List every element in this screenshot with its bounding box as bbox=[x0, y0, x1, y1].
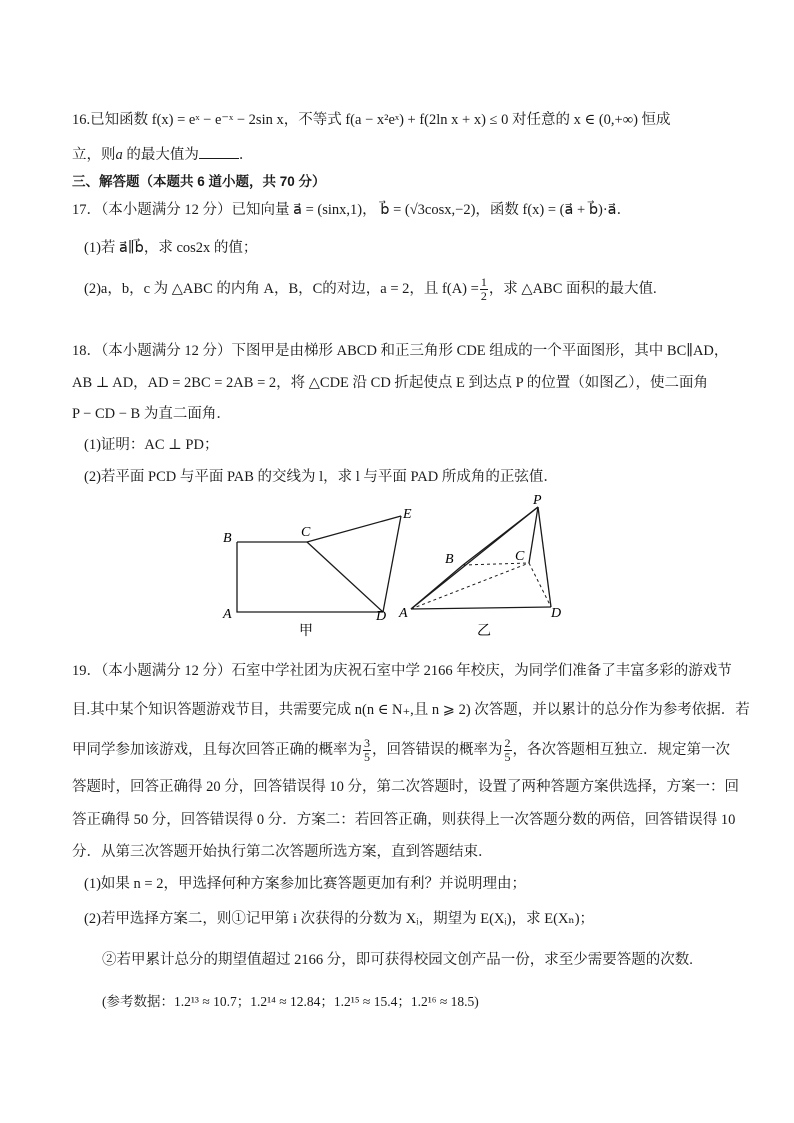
fig2-edge-ad bbox=[411, 607, 551, 609]
q18-part2: (2)若平面 PCD 与平面 PAB 的交线为 l，求 l 与平面 PAD 所成角的正弦值． bbox=[84, 469, 558, 485]
q19-frac1-den: 5 bbox=[364, 750, 370, 764]
q19-fraction-wrong bbox=[504, 737, 512, 764]
fig1-caption: 甲 bbox=[299, 624, 313, 639]
q19-line3b: ，回答错误的概率为 bbox=[372, 741, 503, 758]
fig1-label-d: D bbox=[376, 609, 387, 624]
fig1-edge-bad bbox=[237, 542, 383, 612]
section-3-heading: 三、解答题（本题共 6 道小题，共 70 分） bbox=[72, 174, 326, 189]
q19-line3a: 甲同学参加该游戏，且每次回答正确的概率为 bbox=[72, 741, 362, 758]
q16-line2 bbox=[72, 145, 253, 165]
q19-part1: (1)如果 n = 2，甲选择何种方案参加比赛答题更加有利？并说明理由； bbox=[84, 876, 526, 892]
q19-fraction-correct bbox=[363, 737, 371, 764]
q19-line4: 答题时，回答正确得 20 分，回答错误得 10 分，第二次答题时，设置了两种答题方案供选择，方案一：回 bbox=[72, 779, 739, 795]
fig1-label-c: C bbox=[301, 525, 311, 540]
q19-reference-data: (参考数据：1.2¹³ ≈ 10.7；1.2¹⁴ ≈ 12.84；1.2¹⁵ ≈ 15.4；1.2¹⁶ ≈ 18.5) bbox=[102, 994, 479, 1009]
q19-line1: 19．（本小题满分 12 分）石室中学社团为庆祝石室中学 2166 年校庆，为同学们准备了丰富多彩的游戏节 bbox=[72, 663, 732, 679]
fig2-label-a: A bbox=[399, 606, 408, 621]
q18-line3: P − CD − B 为直二面角． bbox=[72, 406, 231, 422]
q16-var-a: a bbox=[115, 147, 123, 163]
q17-part1: (1)若 a⃗∥b⃗，求 cos2x 的值； bbox=[84, 240, 258, 256]
q17-frac-num: 1 bbox=[480, 275, 487, 289]
fig2-label-p: P bbox=[533, 493, 542, 508]
q19-frac1-num: 3 bbox=[364, 736, 370, 750]
fig1-label-b: B bbox=[223, 531, 232, 546]
q19-line5: 答正确得 50 分，回答错误得 0 分．方案二：若回答正确，则获得上一次答题分数的两倍，回答错误得 10 bbox=[72, 812, 736, 828]
fig2-label-b: B bbox=[445, 552, 454, 567]
q16-answer-blank[interactable] bbox=[199, 146, 239, 159]
q17-part2 bbox=[84, 276, 657, 303]
q16-line2b: 的最大值为 bbox=[122, 147, 199, 163]
fig1-edge-ce bbox=[307, 516, 401, 542]
q19-line3c: ，各次答题相互独立．规定第一次 bbox=[512, 741, 730, 758]
q19-line2: 目.其中某个知识答题游戏节目，共需要完成 n(n ∈ N₊,且 n ⩾ 2) 次答题，并以累计的总分作为参考依据．若 bbox=[72, 702, 750, 718]
q19-part2: (2)若甲选择方案二，则①记甲第 i 次获得的分数为 Xᵢ，期望为 E(Xᵢ)，求 E(Xₙ)； bbox=[84, 911, 595, 927]
q18-line2: AB ⊥ AD，AD = 2BC = 2AB = 2，将 △CDE 沿 CD 折起使点 E 到达点 P 的位置（如图乙），使二面角 bbox=[72, 375, 709, 391]
fig2-edge-pd bbox=[538, 507, 551, 607]
figure-yi bbox=[395, 485, 575, 645]
fig2-edge-bp bbox=[463, 507, 538, 565]
q17-part2a: (2)a，b，c 为 △ABC 的内角 A，B，C的对边，a = 2，且 f(A) = bbox=[84, 280, 479, 297]
q19-line6: 分．从第三次答题开始执行第二次答题所选方案，直到答题结束． bbox=[72, 844, 493, 860]
q18-part1: (1)证明：AC ⊥ PD； bbox=[84, 437, 219, 453]
fig2-caption: 乙 bbox=[477, 624, 491, 639]
fig1-edge-cd bbox=[307, 542, 383, 612]
q16-line2a: 立，则 bbox=[72, 147, 116, 163]
q16-line1: 16.已知函数 f(x) = eˣ − e⁻ˣ − 2sin x，不等式 f(a − x²eˣ) + f(2ln x + x) ≤ 0 对任意的 x ∈ (0,+∞) 恒成 bbox=[72, 112, 671, 128]
fig2-label-d: D bbox=[551, 606, 562, 621]
figure-jia bbox=[215, 498, 425, 648]
fig2-edge-ac bbox=[411, 563, 529, 609]
q17-stem: 17．（本小题满分 12 分）已知向量 a⃗ = (sinx,1)， b⃗ = (√3cosx,−2)，函数 f(x) = (a⃗ + b⃗)·a⃗． bbox=[72, 202, 632, 218]
q19-line3 bbox=[72, 737, 730, 764]
q19-frac2-den: 5 bbox=[504, 750, 511, 764]
fig1-label-e: E bbox=[403, 507, 412, 522]
fig2-edge-cp bbox=[529, 507, 538, 563]
q19-frac2-num: 2 bbox=[504, 736, 511, 750]
q16-line2c: ． bbox=[238, 147, 254, 163]
q19-part3: ②若甲累计总分的期望值超过 2166 分，即可获得校园文创产品一份，求至少需要答题的次数. bbox=[102, 952, 693, 968]
q17-frac-den: 2 bbox=[480, 289, 487, 303]
q17-fraction bbox=[480, 276, 488, 303]
fig1-label-a: A bbox=[223, 607, 232, 622]
q18-line1: 18．（本小题满分 12 分）下图甲是由梯形 ABCD 和正三角形 CDE 组成的一个平面图形，其中 BC∥AD， bbox=[72, 343, 729, 359]
q17-part2b: ，求 △ABC 面积的最大值. bbox=[488, 280, 657, 297]
fig2-label-c: C bbox=[515, 549, 525, 564]
